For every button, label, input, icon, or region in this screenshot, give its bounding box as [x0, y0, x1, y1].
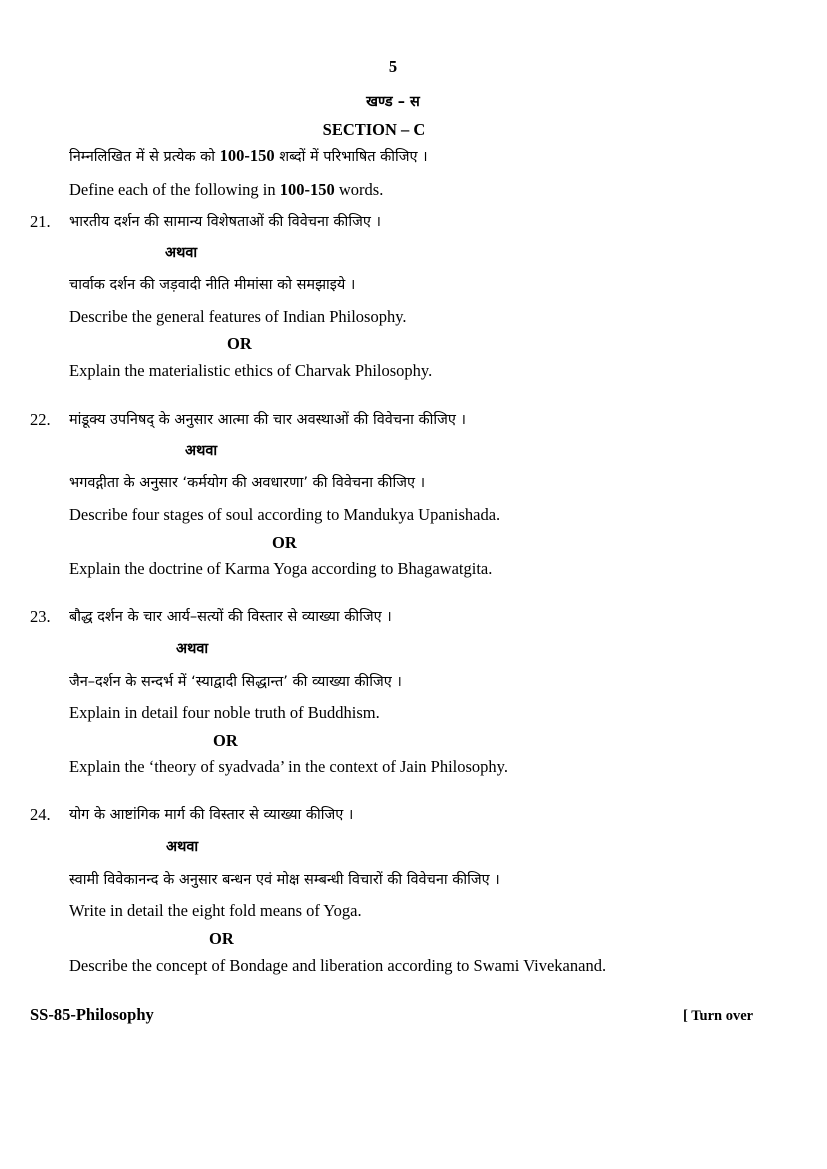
alt-question-english: Explain the doctrine of Karma Yoga according to Bhagawatgita.: [69, 559, 493, 578]
question-english: Describe four stages of soul according to Mandukya Upanishada.: [69, 505, 501, 524]
or-english: OR: [227, 334, 252, 353]
alt-question-hindi: भगवद्गीता के अनुसार ‘कर्मयोग की अवधारणा’ की विवेचना कीजिए ।: [69, 475, 426, 491]
alt-question-english: Explain the materialistic ethics of Charvak Philosophy.: [69, 361, 433, 380]
section-title-hindi: खण्ड – स: [366, 94, 420, 110]
question-number: 21.: [30, 212, 51, 231]
question-hindi: मांडूक्य उपनिषद् के अनुसार आत्मा की चार अवस्थाओं की विवेचना कीजिए ।: [69, 412, 467, 428]
turn-over-note: [ Turn over: [683, 1008, 754, 1024]
instruction-hindi: निम्नलिखित में से प्रत्येक को 100-150 शब्दों में परिभाषित कीजिए ।: [69, 146, 428, 165]
question-number: 24.: [30, 805, 51, 824]
instruction-english: Define each of the following in 100-150 words.: [69, 180, 384, 199]
question-number: 22.: [30, 410, 51, 429]
question-english: Write in detail the eight fold means of Yoga.: [69, 901, 362, 920]
alt-question-hindi: जैन–दर्शन के सन्दर्भ में ‘स्याद्वादी सिद्धान्त’ की व्याख्या कीजिए ।: [69, 674, 402, 690]
alt-question-english: Explain the ‘theory of syadvada’ in the context of Jain Philosophy.: [69, 757, 508, 776]
alt-question-english: Describe the concept of Bondage and liberation according to Swami Vivekanand.: [69, 956, 607, 975]
or-hindi: अथवा: [165, 245, 198, 261]
or-english: OR: [213, 731, 238, 750]
question-hindi: भारतीय दर्शन की सामान्य विशेषताओं की विवेचना कीजिए ।: [69, 214, 381, 230]
question-number: 23.: [30, 607, 51, 626]
page-number: 5: [388, 57, 398, 76]
question-hindi: बौद्ध दर्शन के चार आर्य–सत्यों की विस्तार से व्याख्या कीजिए ।: [69, 609, 392, 625]
or-hindi: अथवा: [176, 641, 209, 657]
paper-code: SS-85-Philosophy: [30, 1005, 154, 1024]
alt-question-hindi: चार्वाक दर्शन की जड़वादी नीति मीमांसा को समझाइये ।: [69, 277, 356, 293]
question-english: Describe the general features of Indian Philosophy.: [69, 307, 407, 326]
or-hindi: अथवा: [166, 839, 199, 855]
question-english: Explain in detail four noble truth of Buddhism.: [69, 703, 380, 722]
question-hindi: योग के आष्टांगिक मार्ग की विस्तार से व्याख्या कीजिए ।: [69, 807, 354, 823]
section-title-english: SECTION – C: [322, 120, 426, 139]
or-hindi: अथवा: [185, 443, 218, 459]
or-english: OR: [272, 533, 297, 552]
or-english: OR: [209, 929, 234, 948]
alt-question-hindi: स्वामी विवेकानन्द के अनुसार बन्धन एवं मोक्ष सम्बन्धी विचारों की विवेचना कीजिए ।: [69, 872, 500, 888]
